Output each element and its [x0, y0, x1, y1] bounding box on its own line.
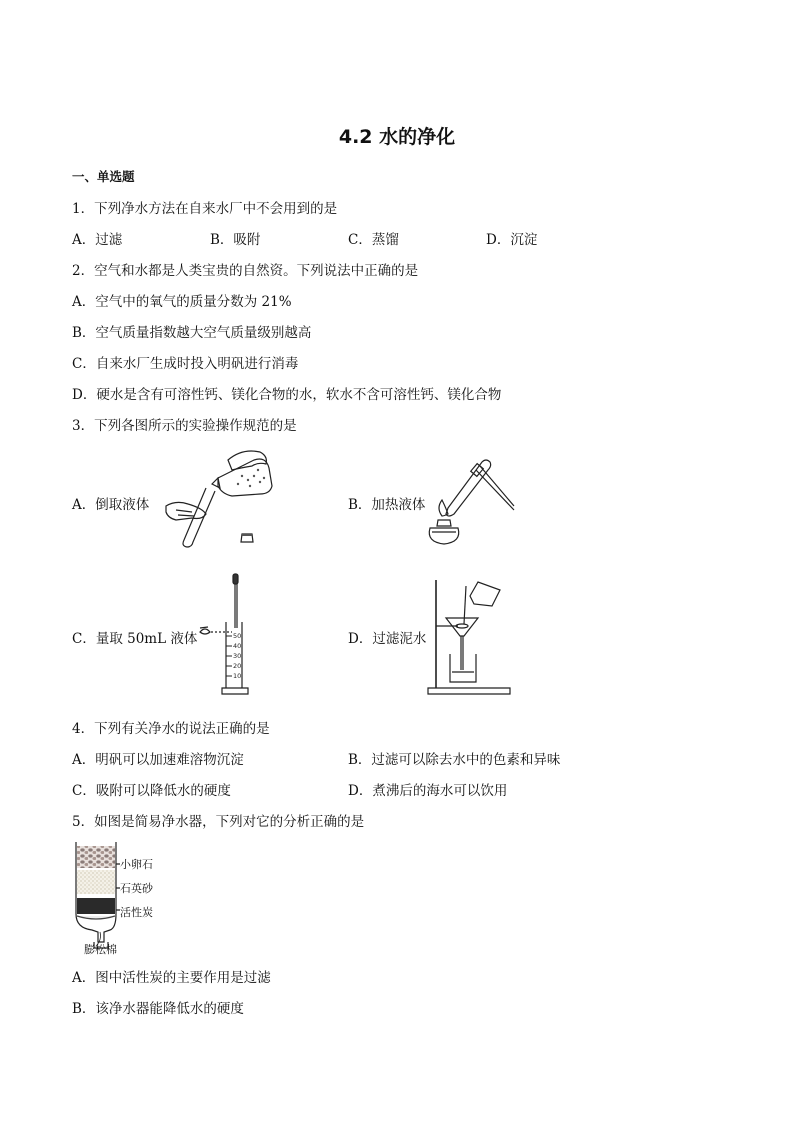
question-3-option-c: C．量取 50mL 液体	[72, 631, 198, 647]
question-2-option-a: A．空气中的氧气的质量分数为 21%	[72, 294, 292, 310]
cylinder-tick-label: 20	[233, 662, 242, 670]
question-2-option-b: B．空气质量指数越大空气质量级别越高	[72, 325, 312, 341]
question-1-option-d: D．沉淀	[486, 232, 538, 248]
question-1-option-a: A．过滤	[72, 232, 123, 248]
question-1-option-c: C．蒸馏	[348, 232, 399, 248]
question-3-option-b: B．加热液体	[348, 497, 426, 513]
cylinder-tick-label: 30	[233, 652, 242, 660]
question-1-stem: 1．下列净水方法在自来水厂中不会用到的是	[72, 201, 338, 217]
question-5-stem: 5．如图是简易净水器，下列对它的分析正确的是	[72, 814, 365, 830]
question-4-option-a: A．明矾可以加速难溶物沉淀	[72, 752, 244, 768]
question-1-option-b: B．吸附	[210, 232, 261, 248]
question-2-stem: 2．空气和水都是人类宝贵的自然资。下列说法中正确的是	[72, 263, 419, 279]
question-3-option-d: D．过滤泥水	[348, 631, 427, 647]
question-5-option-b: B．该净水器能降低水的硬度	[72, 1001, 244, 1017]
question-4-stem: 4．下列有关净水的说法正确的是	[72, 721, 270, 737]
pouring-liquid-figure	[162, 448, 274, 548]
question-3-stem: 3．下列各图所示的实验操作规范的是	[72, 418, 297, 434]
question-4-option-b: B．过滤可以除去水中的色素和异味	[348, 752, 561, 768]
filtration-figure	[426, 576, 514, 698]
question-3-option-a: A．倒取液体	[72, 497, 150, 513]
purifier-label-activated-carbon: 活性炭	[120, 906, 153, 919]
question-2-option-c: C．自来水厂生成时投入明矾进行消毒	[72, 356, 299, 372]
cylinder-tick-label: 40	[233, 642, 242, 650]
section-heading: 一、单选题	[72, 169, 135, 184]
measuring-cylinder-figure	[196, 570, 256, 700]
question-4-option-d: D．煮沸后的海水可以饮用	[348, 783, 508, 799]
question-5-option-a: A．图中活性炭的主要作用是过滤	[72, 970, 271, 986]
cylinder-tick-label: 10	[233, 672, 242, 680]
cylinder-tick-label: 50	[233, 632, 242, 640]
question-2-option-d: D．硬水是含有可溶性钙、镁化合物的水，软水不含可溶性钙、镁化合物	[72, 387, 502, 403]
heating-liquid-figure	[418, 456, 516, 548]
purifier-label-cotton: 膨松棉	[84, 943, 117, 956]
purifier-label-pebbles: 小卵石	[120, 858, 153, 871]
page-title: 4.2 水的净化	[338, 126, 456, 148]
water-purifier-figure	[72, 836, 172, 958]
purifier-label-quartz-sand: 石英砂	[120, 882, 153, 895]
question-4-option-c: C．吸附可以降低水的硬度	[72, 783, 231, 799]
